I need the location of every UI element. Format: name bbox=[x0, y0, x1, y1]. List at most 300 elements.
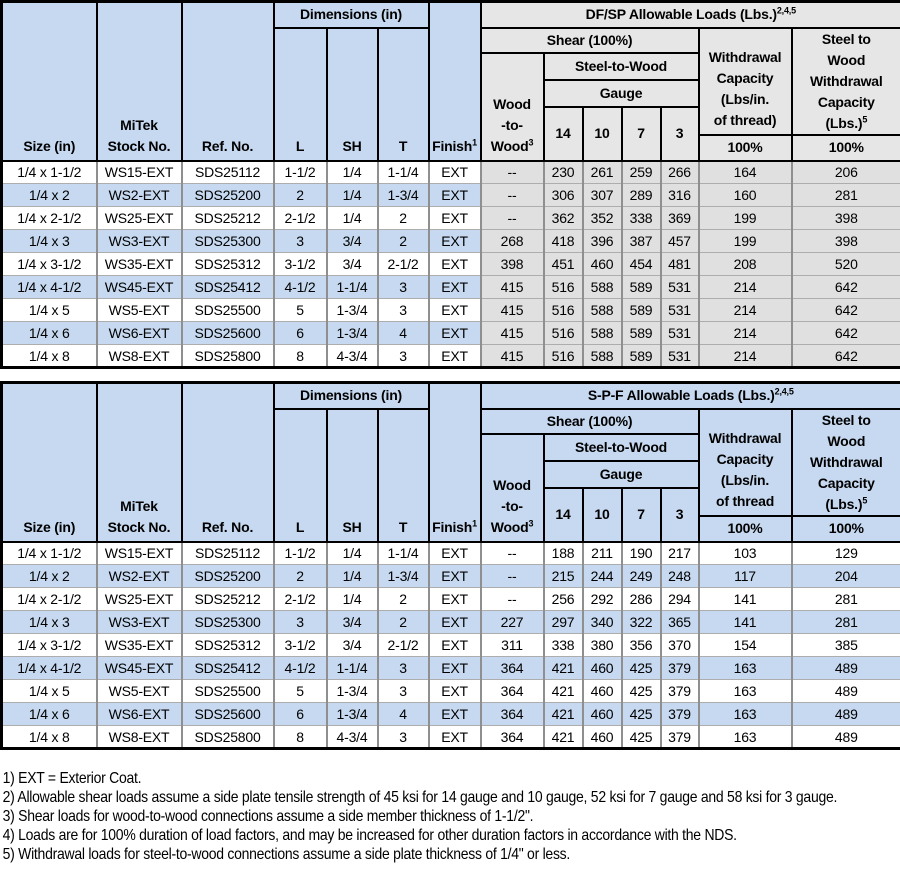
table-row bbox=[2, 634, 900, 657]
cell-stock: WS5-EXT bbox=[97, 680, 182, 703]
cell-size: 1/4 x 8 bbox=[2, 345, 97, 368]
table-row bbox=[2, 276, 900, 299]
table-row bbox=[2, 726, 900, 749]
cell-withdrawal: 199 bbox=[699, 230, 792, 253]
table-row bbox=[2, 657, 900, 680]
cell-finish: EXT bbox=[429, 161, 481, 184]
col-header-l: L bbox=[274, 28, 327, 161]
cell-sh: 1-3/4 bbox=[327, 703, 378, 726]
cell-g3: 457 bbox=[661, 230, 699, 253]
cell-g3: 369 bbox=[661, 207, 699, 230]
col-header-finish: Finish$^1$ bbox=[429, 383, 481, 542]
cell-wood: 415 bbox=[481, 322, 544, 345]
cell-t: 2 bbox=[378, 588, 429, 611]
cell-stock: WS8-EXT bbox=[97, 726, 182, 749]
cell-stock: WS8-EXT bbox=[97, 345, 182, 368]
gauge-3-header: 3 bbox=[661, 488, 699, 542]
cell-g10: 460 bbox=[583, 726, 622, 749]
cell-g14: 306 bbox=[544, 184, 583, 207]
wood-to-wood-header: Wood -to- Wood$^3$ bbox=[481, 434, 544, 542]
cell-g14: 516 bbox=[544, 322, 583, 345]
cell-size: 1/4 x 3 bbox=[2, 611, 97, 634]
cell-g14: 362 bbox=[544, 207, 583, 230]
cell-withdrawal: 160 bbox=[699, 184, 792, 207]
cell-sh: 4-3/4 bbox=[327, 345, 378, 368]
footnote: 2) Allowable shear loads assume a side plate tensile strength of 45 ksi for 14 gauge and 10 gauge, 52 ksi for 7 gauge and 58 ksi for 3 gauge. bbox=[2, 789, 838, 806]
cell-g14: 421 bbox=[544, 726, 583, 749]
cell-g10: 244 bbox=[583, 565, 622, 588]
spf-loads-table bbox=[0, 381, 900, 750]
gauge-header: Gauge bbox=[544, 461, 699, 488]
cell-finish: EXT bbox=[429, 253, 481, 276]
cell-l: 5 bbox=[274, 680, 327, 703]
cell-l: 3-1/2 bbox=[274, 634, 327, 657]
cell-size: 1/4 x 5 bbox=[2, 299, 97, 322]
cell-t: 1-1/4 bbox=[378, 542, 429, 565]
cell-t: 3 bbox=[378, 680, 429, 703]
cell-steel: 489 bbox=[792, 703, 900, 726]
cell-g14: 297 bbox=[544, 611, 583, 634]
table-row bbox=[2, 542, 900, 565]
cell-sh: 4-3/4 bbox=[327, 726, 378, 749]
cell-withdrawal: 141 bbox=[699, 611, 792, 634]
cell-withdrawal: 141 bbox=[699, 588, 792, 611]
table-row bbox=[2, 703, 900, 726]
cell-wood: 415 bbox=[481, 299, 544, 322]
table-row bbox=[2, 299, 900, 322]
cell-g14: 421 bbox=[544, 703, 583, 726]
cell-size: 1/4 x 4-1/2 bbox=[2, 657, 97, 680]
cell-g10: 292 bbox=[583, 588, 622, 611]
cell-sh: 1-1/4 bbox=[327, 657, 378, 680]
cell-g3: 316 bbox=[661, 184, 699, 207]
cell-g7: 589 bbox=[622, 345, 661, 368]
cell-g7: 425 bbox=[622, 726, 661, 749]
cell-g3: 481 bbox=[661, 253, 699, 276]
cell-t: 1-3/4 bbox=[378, 184, 429, 207]
cell-wood: -- bbox=[481, 565, 544, 588]
cell-t: 3 bbox=[378, 299, 429, 322]
cell-g7: 425 bbox=[622, 657, 661, 680]
cell-steel: 129 bbox=[792, 542, 900, 565]
cell-steel: 489 bbox=[792, 726, 900, 749]
loads-title: DF/SP Allowable Loads $(Lbs.)^{2,4,5}$ bbox=[481, 2, 900, 28]
cell-withdrawal: 103 bbox=[699, 542, 792, 565]
table-row bbox=[2, 230, 900, 253]
cell-ref: SDS25112 bbox=[182, 161, 274, 184]
cell-withdrawal: 164 bbox=[699, 161, 792, 184]
cell-ref: SDS25500 bbox=[182, 299, 274, 322]
cell-t: 4 bbox=[378, 322, 429, 345]
cell-wood: 268 bbox=[481, 230, 544, 253]
cell-finish: EXT bbox=[429, 322, 481, 345]
cell-stock: WS35-EXT bbox=[97, 634, 182, 657]
cell-g3: 217 bbox=[661, 542, 699, 565]
cell-size: 1/4 x 2 bbox=[2, 565, 97, 588]
footnotes bbox=[0, 762, 900, 864]
cell-finish: EXT bbox=[429, 588, 481, 611]
footnote: 3) Shear loads for wood-to-wood connections assume a side member thickness of 1-1/2". bbox=[2, 808, 534, 825]
withdrawal-capacity-header: Withdrawal Capacity (Lbs/in. of thread bbox=[699, 409, 792, 516]
cell-g3: 248 bbox=[661, 565, 699, 588]
cell-finish: EXT bbox=[429, 680, 481, 703]
cell-size: 1/4 x 5 bbox=[2, 680, 97, 703]
cell-g3: 531 bbox=[661, 299, 699, 322]
cell-t: 1-3/4 bbox=[378, 565, 429, 588]
cell-steel: 281 bbox=[792, 588, 900, 611]
cell-t: 3 bbox=[378, 345, 429, 368]
dfsp-table-header bbox=[2, 2, 900, 161]
cell-ref: SDS25300 bbox=[182, 230, 274, 253]
cell-t: 3 bbox=[378, 726, 429, 749]
cell-withdrawal: 199 bbox=[699, 207, 792, 230]
cell-ref: SDS25600 bbox=[182, 322, 274, 345]
cell-wood: 364 bbox=[481, 657, 544, 680]
withdrawal-capacity-header: Withdrawal Capacity (Lbs/in. of thread) bbox=[699, 28, 792, 135]
cell-ref: SDS25212 bbox=[182, 207, 274, 230]
cell-ref: SDS25312 bbox=[182, 634, 274, 657]
cell-g7: 249 bbox=[622, 565, 661, 588]
dfsp-table-body bbox=[2, 161, 900, 368]
cell-sh: 1/4 bbox=[327, 542, 378, 565]
cell-t: 2-1/2 bbox=[378, 634, 429, 657]
cell-g14: 230 bbox=[544, 161, 583, 184]
gauge-7-header: 7 bbox=[622, 488, 661, 542]
cell-l: 1-1/2 bbox=[274, 161, 327, 184]
cell-l: 8 bbox=[274, 345, 327, 368]
cell-ref: SDS25800 bbox=[182, 726, 274, 749]
cell-size: 1/4 x 2-1/2 bbox=[2, 588, 97, 611]
cell-g3: 370 bbox=[661, 634, 699, 657]
shear-header: Shear (100%) bbox=[481, 409, 699, 434]
cell-g10: 460 bbox=[583, 680, 622, 703]
cell-size: 1/4 x 1-1/2 bbox=[2, 542, 97, 565]
cell-size: 1/4 x 2-1/2 bbox=[2, 207, 97, 230]
cell-l: 3 bbox=[274, 230, 327, 253]
cell-withdrawal: 214 bbox=[699, 299, 792, 322]
cell-finish: EXT bbox=[429, 634, 481, 657]
cell-g10: 396 bbox=[583, 230, 622, 253]
gauge-7-header: 7 bbox=[622, 107, 661, 161]
cell-wood: -- bbox=[481, 542, 544, 565]
cell-g7: 338 bbox=[622, 207, 661, 230]
cell-sh: 1/4 bbox=[327, 588, 378, 611]
cell-size: 1/4 x 6 bbox=[2, 322, 97, 345]
dimensions-header: Dimensions (in) bbox=[274, 2, 429, 28]
cell-finish: EXT bbox=[429, 657, 481, 680]
cell-ref: SDS25600 bbox=[182, 703, 274, 726]
col-header-size: Size (in) bbox=[2, 2, 97, 161]
cell-sh: 1/4 bbox=[327, 184, 378, 207]
cell-sh: 1-3/4 bbox=[327, 680, 378, 703]
cell-withdrawal: 163 bbox=[699, 657, 792, 680]
cell-g3: 379 bbox=[661, 726, 699, 749]
cell-g7: 190 bbox=[622, 542, 661, 565]
table-row bbox=[2, 161, 900, 184]
cell-l: 2 bbox=[274, 184, 327, 207]
cell-g14: 418 bbox=[544, 230, 583, 253]
cell-wood: -- bbox=[481, 588, 544, 611]
cell-t: 3 bbox=[378, 657, 429, 680]
cell-g14: 256 bbox=[544, 588, 583, 611]
cell-g3: 294 bbox=[661, 588, 699, 611]
cell-sh: 1/4 bbox=[327, 207, 378, 230]
col-header-t: T bbox=[378, 409, 429, 542]
cell-wood: 227 bbox=[481, 611, 544, 634]
cell-stock: WS3-EXT bbox=[97, 230, 182, 253]
table-row bbox=[2, 322, 900, 345]
cell-steel: 489 bbox=[792, 657, 900, 680]
cell-steel: 204 bbox=[792, 565, 900, 588]
cell-l: 2-1/2 bbox=[274, 588, 327, 611]
steel-withdrawal-pct-header: 100% bbox=[792, 135, 900, 161]
cell-l: 1-1/2 bbox=[274, 542, 327, 565]
cell-g3: 379 bbox=[661, 680, 699, 703]
cell-g14: 516 bbox=[544, 276, 583, 299]
cell-size: 1/4 x 8 bbox=[2, 726, 97, 749]
col-header-ref: Ref. No. bbox=[182, 383, 274, 542]
cell-g7: 425 bbox=[622, 703, 661, 726]
cell-withdrawal: 208 bbox=[699, 253, 792, 276]
cell-withdrawal: 214 bbox=[699, 322, 792, 345]
cell-wood: 364 bbox=[481, 726, 544, 749]
cell-sh: 1/4 bbox=[327, 565, 378, 588]
cell-steel: 281 bbox=[792, 184, 900, 207]
cell-steel: 206 bbox=[792, 161, 900, 184]
cell-size: 1/4 x 3 bbox=[2, 230, 97, 253]
gauge-header: Gauge bbox=[544, 80, 699, 107]
cell-g14: 338 bbox=[544, 634, 583, 657]
cell-g14: 516 bbox=[544, 299, 583, 322]
table-row bbox=[2, 345, 900, 368]
cell-stock: WS45-EXT bbox=[97, 657, 182, 680]
cell-finish: EXT bbox=[429, 276, 481, 299]
cell-withdrawal: 163 bbox=[699, 680, 792, 703]
cell-l: 6 bbox=[274, 703, 327, 726]
cell-withdrawal: 214 bbox=[699, 345, 792, 368]
cell-g7: 425 bbox=[622, 680, 661, 703]
cell-g3: 379 bbox=[661, 703, 699, 726]
cell-sh: 3/4 bbox=[327, 634, 378, 657]
cell-t: 2 bbox=[378, 611, 429, 634]
cell-ref: SDS25412 bbox=[182, 276, 274, 299]
cell-size: 1/4 x 6 bbox=[2, 703, 97, 726]
cell-l: 4-1/2 bbox=[274, 276, 327, 299]
cell-stock: WS25-EXT bbox=[97, 588, 182, 611]
cell-t: 4 bbox=[378, 703, 429, 726]
cell-stock: WS6-EXT bbox=[97, 322, 182, 345]
table-row bbox=[2, 588, 900, 611]
cell-steel: 385 bbox=[792, 634, 900, 657]
cell-t: 2 bbox=[378, 230, 429, 253]
col-header-t: T bbox=[378, 28, 429, 161]
cell-g7: 356 bbox=[622, 634, 661, 657]
gauge-3-header: 3 bbox=[661, 107, 699, 161]
cell-stock: WS2-EXT bbox=[97, 184, 182, 207]
cell-stock: WS15-EXT bbox=[97, 542, 182, 565]
cell-withdrawal: 214 bbox=[699, 276, 792, 299]
wood-to-wood-header: Wood -to- Wood$^3$ bbox=[481, 53, 544, 161]
cell-ref: SDS25200 bbox=[182, 184, 274, 207]
cell-wood: -- bbox=[481, 184, 544, 207]
cell-g10: 352 bbox=[583, 207, 622, 230]
cell-stock: WS2-EXT bbox=[97, 565, 182, 588]
footnote: 1) EXT = Exterior Coat. bbox=[2, 770, 142, 787]
cell-size: 1/4 x 3-1/2 bbox=[2, 253, 97, 276]
cell-g10: 460 bbox=[583, 703, 622, 726]
dimensions-header: Dimensions (in) bbox=[274, 383, 429, 409]
cell-finish: EXT bbox=[429, 565, 481, 588]
col-header-sh: SH bbox=[327, 28, 378, 161]
cell-sh: 3/4 bbox=[327, 253, 378, 276]
cell-l: 2 bbox=[274, 565, 327, 588]
cell-finish: EXT bbox=[429, 299, 481, 322]
cell-ref: SDS25300 bbox=[182, 611, 274, 634]
cell-wood: 364 bbox=[481, 703, 544, 726]
steel-withdrawal-header: Steel to Wood Withdrawal Capacity $(Lbs.)^5$ bbox=[792, 409, 900, 516]
cell-g10: 588 bbox=[583, 322, 622, 345]
loads-title: S-P-F Allowable Loads $(Lbs.)^{2,4,5}$ bbox=[481, 383, 900, 409]
cell-g7: 589 bbox=[622, 276, 661, 299]
cell-l: 3 bbox=[274, 611, 327, 634]
cell-steel: 520 bbox=[792, 253, 900, 276]
cell-stock: WS5-EXT bbox=[97, 299, 182, 322]
col-header-sh: SH bbox=[327, 409, 378, 542]
table-row bbox=[2, 680, 900, 703]
cell-wood: 398 bbox=[481, 253, 544, 276]
cell-g3: 379 bbox=[661, 657, 699, 680]
cell-wood: -- bbox=[481, 207, 544, 230]
cell-size: 1/4 x 3-1/2 bbox=[2, 634, 97, 657]
cell-wood: 311 bbox=[481, 634, 544, 657]
cell-l: 6 bbox=[274, 322, 327, 345]
cell-wood: 415 bbox=[481, 276, 544, 299]
cell-g10: 460 bbox=[583, 253, 622, 276]
cell-g3: 266 bbox=[661, 161, 699, 184]
cell-ref: SDS25500 bbox=[182, 680, 274, 703]
cell-withdrawal: 154 bbox=[699, 634, 792, 657]
steel-withdrawal-pct-header: 100% bbox=[792, 516, 900, 542]
shear-header: Shear (100%) bbox=[481, 28, 699, 53]
cell-l: 5 bbox=[274, 299, 327, 322]
table-row bbox=[2, 565, 900, 588]
cell-g7: 286 bbox=[622, 588, 661, 611]
cell-sh: 1/4 bbox=[327, 161, 378, 184]
cell-finish: EXT bbox=[429, 184, 481, 207]
cell-sh: 3/4 bbox=[327, 230, 378, 253]
cell-steel: 398 bbox=[792, 207, 900, 230]
cell-sh: 1-3/4 bbox=[327, 322, 378, 345]
cell-g7: 589 bbox=[622, 322, 661, 345]
cell-g7: 289 bbox=[622, 184, 661, 207]
cell-g14: 421 bbox=[544, 680, 583, 703]
cell-finish: EXT bbox=[429, 230, 481, 253]
gauge-14-header: 14 bbox=[544, 107, 583, 161]
cell-g7: 454 bbox=[622, 253, 661, 276]
cell-ref: SDS25412 bbox=[182, 657, 274, 680]
cell-size: 1/4 x 2 bbox=[2, 184, 97, 207]
cell-wood: 364 bbox=[481, 680, 544, 703]
cell-steel: 398 bbox=[792, 230, 900, 253]
col-header-ref: Ref. No. bbox=[182, 2, 274, 161]
cell-ref: SDS25312 bbox=[182, 253, 274, 276]
cell-g10: 307 bbox=[583, 184, 622, 207]
cell-g7: 387 bbox=[622, 230, 661, 253]
col-header-finish: Finish$^1$ bbox=[429, 2, 481, 161]
cell-steel: 642 bbox=[792, 345, 900, 368]
cell-finish: EXT bbox=[429, 207, 481, 230]
footnote: 5) Withdrawal loads for steel-to-wood connections assume a side plate thickness of 1/4" or less. bbox=[2, 846, 571, 863]
gauge-10-header: 10 bbox=[583, 107, 622, 161]
cell-g10: 588 bbox=[583, 299, 622, 322]
cell-finish: EXT bbox=[429, 726, 481, 749]
cell-finish: EXT bbox=[429, 542, 481, 565]
cell-steel: 642 bbox=[792, 322, 900, 345]
cell-stock: WS45-EXT bbox=[97, 276, 182, 299]
cell-g7: 322 bbox=[622, 611, 661, 634]
cell-t: 1-1/4 bbox=[378, 161, 429, 184]
cell-finish: EXT bbox=[429, 611, 481, 634]
cell-ref: SDS25200 bbox=[182, 565, 274, 588]
cell-g14: 516 bbox=[544, 345, 583, 368]
col-header-size: Size (in) bbox=[2, 383, 97, 542]
cell-g10: 340 bbox=[583, 611, 622, 634]
cell-stock: WS35-EXT bbox=[97, 253, 182, 276]
cell-g3: 531 bbox=[661, 345, 699, 368]
cell-withdrawal: 163 bbox=[699, 703, 792, 726]
cell-g7: 589 bbox=[622, 299, 661, 322]
cell-sh: 1-1/4 bbox=[327, 276, 378, 299]
cell-g10: 460 bbox=[583, 657, 622, 680]
col-header-stock: MiTek Stock No. bbox=[97, 2, 182, 161]
cell-finish: EXT bbox=[429, 345, 481, 368]
cell-l: 2-1/2 bbox=[274, 207, 327, 230]
withdrawal-pct-header: 100% bbox=[699, 135, 792, 161]
cell-stock: WS6-EXT bbox=[97, 703, 182, 726]
cell-g10: 588 bbox=[583, 276, 622, 299]
cell-size: 1/4 x 4-1/2 bbox=[2, 276, 97, 299]
table-row bbox=[2, 611, 900, 634]
steel-to-wood-header: Steel-to-Wood bbox=[544, 434, 699, 461]
cell-g14: 215 bbox=[544, 565, 583, 588]
cell-g3: 531 bbox=[661, 322, 699, 345]
cell-ref: SDS25212 bbox=[182, 588, 274, 611]
cell-steel: 642 bbox=[792, 276, 900, 299]
table-row bbox=[2, 207, 900, 230]
cell-t: 2-1/2 bbox=[378, 253, 429, 276]
gauge-10-header: 10 bbox=[583, 488, 622, 542]
cell-g14: 451 bbox=[544, 253, 583, 276]
cell-t: 2 bbox=[378, 207, 429, 230]
cell-l: 3-1/2 bbox=[274, 253, 327, 276]
cell-stock: WS25-EXT bbox=[97, 207, 182, 230]
table-row bbox=[2, 184, 900, 207]
cell-size: 1/4 x 1-1/2 bbox=[2, 161, 97, 184]
cell-stock: WS15-EXT bbox=[97, 161, 182, 184]
cell-g14: 421 bbox=[544, 657, 583, 680]
cell-withdrawal: 117 bbox=[699, 565, 792, 588]
table-row bbox=[2, 253, 900, 276]
cell-g7: 259 bbox=[622, 161, 661, 184]
cell-wood: 415 bbox=[481, 345, 544, 368]
cell-g14: 188 bbox=[544, 542, 583, 565]
spf-table-header bbox=[2, 383, 900, 542]
cell-ref: SDS25800 bbox=[182, 345, 274, 368]
cell-finish: EXT bbox=[429, 703, 481, 726]
cell-g3: 531 bbox=[661, 276, 699, 299]
col-header-l: L bbox=[274, 409, 327, 542]
cell-t: 3 bbox=[378, 276, 429, 299]
